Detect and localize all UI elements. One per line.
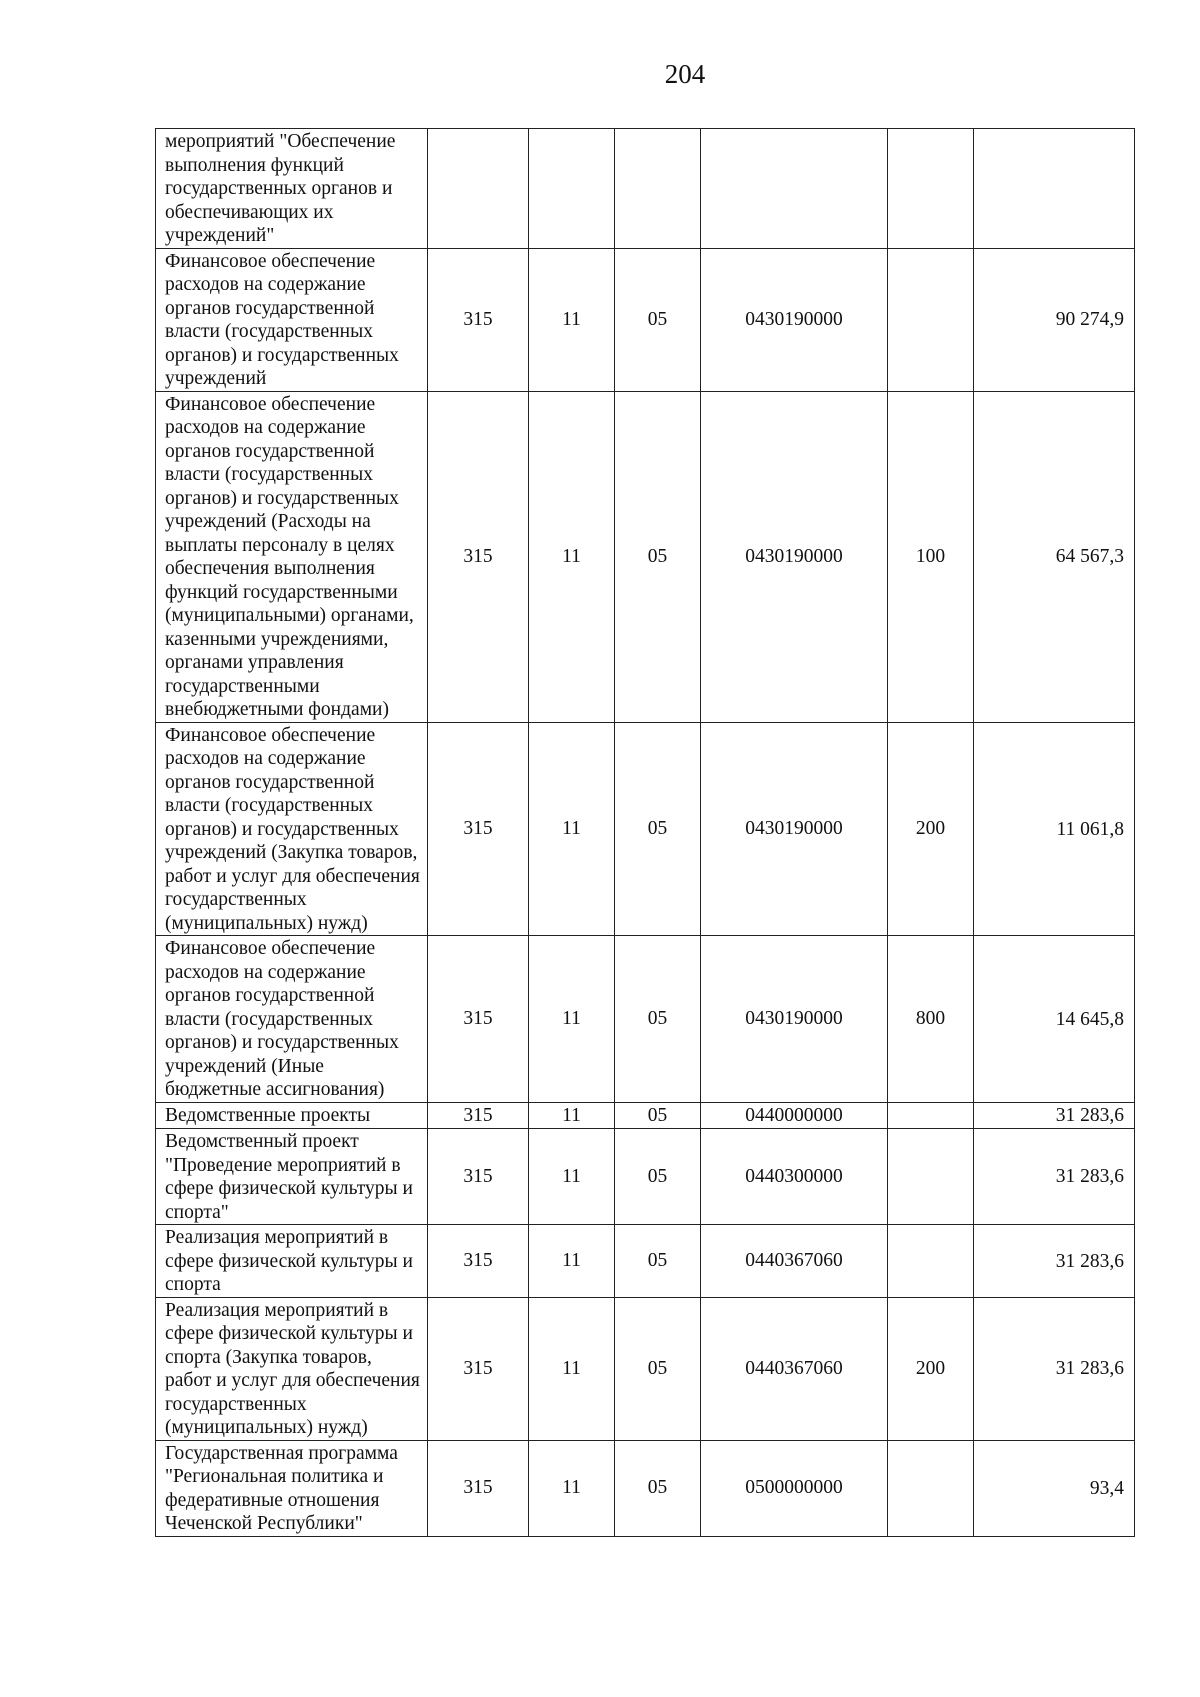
target-article-code-cell: 0440000000 xyxy=(700,1102,887,1129)
target-article-code-cell xyxy=(700,129,887,249)
section-code-cell: 11 xyxy=(529,391,615,722)
expense-type-code-cell xyxy=(888,1440,974,1536)
expense-type-code-cell xyxy=(888,129,974,249)
section-code-cell: 11 xyxy=(529,936,615,1103)
amount-cell: 31 283,6 xyxy=(973,1102,1134,1129)
row-name-cell: Реализация мероприятий в сфере физической культуры и спорта xyxy=(156,1225,428,1298)
budget-table-body xyxy=(156,129,1135,1537)
expense-type-code-cell xyxy=(888,248,974,391)
table-row xyxy=(156,1225,1135,1298)
target-article-code-cell: 0430190000 xyxy=(700,936,887,1103)
amount-cell xyxy=(973,129,1134,249)
target-article-code-cell: 0430190000 xyxy=(700,391,887,722)
section-code-cell: 11 xyxy=(529,248,615,391)
subsection-code-cell xyxy=(615,129,701,249)
amount-cell: 31 283,6 xyxy=(973,1129,1134,1225)
subsection-code-cell: 05 xyxy=(615,936,701,1103)
target-article-code-cell: 0430190000 xyxy=(700,248,887,391)
target-article-code-cell: 0440300000 xyxy=(700,1129,887,1225)
amount-cell: 31 283,6 xyxy=(973,1297,1134,1440)
subsection-code-cell: 05 xyxy=(615,1297,701,1440)
subsection-code-cell: 05 xyxy=(615,1129,701,1225)
row-name-cell: Государственная программа "Региональная политика и федеративные отношения Чеченской Республики" xyxy=(156,1440,428,1536)
ministry-code-cell: 315 xyxy=(427,248,528,391)
target-article-code-cell: 0440367060 xyxy=(700,1225,887,1298)
row-name-cell: мероприятий "Обеспечение выполнения функций государственных органов и обеспечивающих их учреждений" xyxy=(156,129,428,249)
table-row xyxy=(156,936,1135,1103)
expense-type-code-cell: 200 xyxy=(888,1297,974,1440)
table-row xyxy=(156,1102,1135,1129)
table-row xyxy=(156,1297,1135,1440)
amount-cell: 64 567,3 xyxy=(973,391,1134,722)
amount-cell: 93,4 xyxy=(973,1440,1134,1536)
target-article-code-cell: 0430190000 xyxy=(700,722,887,936)
subsection-code-cell: 05 xyxy=(615,1225,701,1298)
section-code-cell: 11 xyxy=(529,1297,615,1440)
expense-type-code-cell: 200 xyxy=(888,722,974,936)
subsection-code-cell: 05 xyxy=(615,1102,701,1129)
section-code-cell: 11 xyxy=(529,1225,615,1298)
subsection-code-cell: 05 xyxy=(615,248,701,391)
row-name-cell: Финансовое обеспечение расходов на содержание органов государственной власти (государственных органов) и государственных учреждений (Закупка товаров, работ и услуг для обеспечения государственных (муниципальных) нужд) xyxy=(156,722,428,936)
table-row xyxy=(156,129,1135,249)
section-code-cell: 11 xyxy=(529,1129,615,1225)
section-code-cell: 11 xyxy=(529,1102,615,1129)
expense-type-code-cell: 800 xyxy=(888,936,974,1103)
amount-cell: 90 274,9 xyxy=(973,248,1134,391)
budget-table xyxy=(155,128,1135,1537)
ministry-code-cell: 315 xyxy=(427,391,528,722)
table-row xyxy=(156,391,1135,722)
row-name-cell: Финансовое обеспечение расходов на содержание органов государственной власти (государственных органов) и государственных учреждений (Иные бюджетные ассигнования) xyxy=(156,936,428,1103)
subsection-code-cell: 05 xyxy=(615,722,701,936)
amount-cell: 14 645,8 xyxy=(973,936,1134,1103)
expense-type-code-cell xyxy=(888,1225,974,1298)
target-article-code-cell: 0440367060 xyxy=(700,1297,887,1440)
table-row xyxy=(156,248,1135,391)
ministry-code-cell: 315 xyxy=(427,722,528,936)
row-name-cell: Ведомственный проект "Проведение мероприятий в сфере физической культуры и спорта" xyxy=(156,1129,428,1225)
section-code-cell: 11 xyxy=(529,722,615,936)
row-name-cell: Финансовое обеспечение расходов на содержание органов государственной власти (государственных органов) и государственных учреждений xyxy=(156,248,428,391)
expense-type-code-cell xyxy=(888,1129,974,1225)
row-name-cell: Ведомственные проекты xyxy=(156,1102,428,1129)
target-article-code-cell: 0500000000 xyxy=(700,1440,887,1536)
table-row xyxy=(156,1129,1135,1225)
ministry-code-cell: 315 xyxy=(427,1129,528,1225)
expense-type-code-cell: 100 xyxy=(888,391,974,722)
section-code-cell: 11 xyxy=(529,1440,615,1536)
section-code-cell xyxy=(529,129,615,249)
amount-cell: 31 283,6 xyxy=(973,1225,1134,1298)
ministry-code-cell: 315 xyxy=(427,1225,528,1298)
ministry-code-cell: 315 xyxy=(427,936,528,1103)
amount-cell: 11 061,8 xyxy=(973,722,1134,936)
ministry-code-cell xyxy=(427,129,528,249)
ministry-code-cell: 315 xyxy=(427,1102,528,1129)
ministry-code-cell: 315 xyxy=(427,1440,528,1536)
expense-type-code-cell xyxy=(888,1102,974,1129)
row-name-cell: Финансовое обеспечение расходов на содержание органов государственной власти (государственных органов) и государственных учреждений (Расходы на выплаты персоналу в целях обеспечения выполнения функций государственными (муниципальными) органами, казенными учреждениями, органами управления государственными внебюджетными фондами) xyxy=(156,391,428,722)
table-row xyxy=(156,722,1135,936)
table-row xyxy=(156,1440,1135,1536)
subsection-code-cell: 05 xyxy=(615,391,701,722)
ministry-code-cell: 315 xyxy=(427,1297,528,1440)
row-name-cell: Реализация мероприятий в сфере физической культуры и спорта (Закупка товаров, работ и услуг для обеспечения государственных (муниципальных) нужд) xyxy=(156,1297,428,1440)
page-number: 204 xyxy=(664,59,706,89)
subsection-code-cell: 05 xyxy=(615,1440,701,1536)
